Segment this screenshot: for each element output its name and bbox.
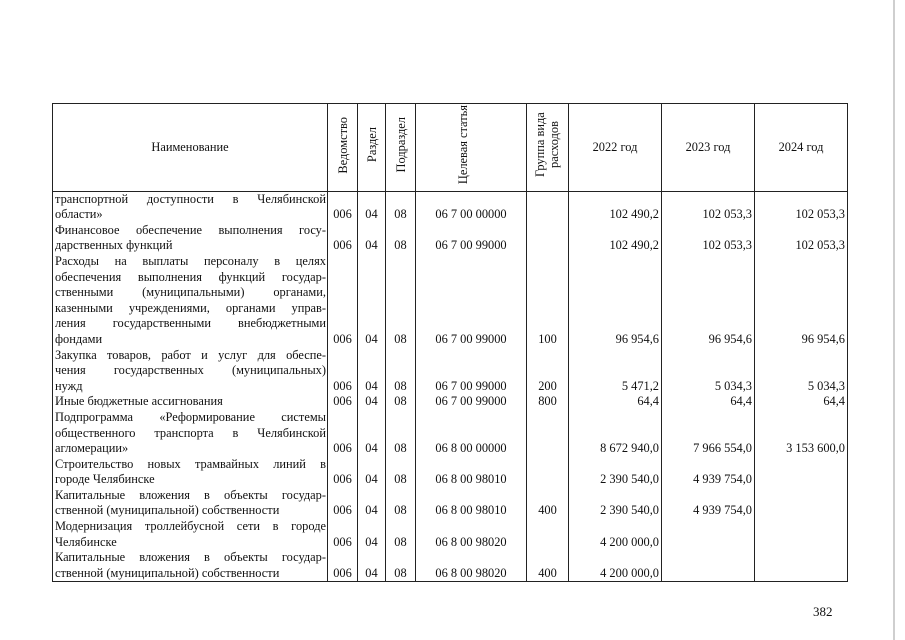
row-value-2023: 102 053,3 — [662, 191, 755, 223]
row-name-line: ления государственными внебюджетными — [55, 316, 326, 331]
row-value-2023: 4 939 754,0 — [662, 457, 755, 488]
table-row — [53, 348, 848, 395]
row-podrazdel: 08 — [386, 394, 416, 410]
row-value-2022: 96 954,6 — [569, 254, 662, 348]
row-celevaya: 06 7 00 99000 — [416, 254, 527, 348]
row-gruppa — [527, 457, 569, 488]
header-vedomstvo — [328, 104, 358, 192]
row-celevaya: 06 7 00 99000 — [416, 394, 527, 410]
row-name-line: общественного транспорта в Челябинской — [55, 425, 326, 440]
header-razdel-label: Раздел — [364, 127, 379, 163]
header-podrazdel — [386, 104, 416, 192]
row-name-line: чения государственных (муниципальных) — [55, 363, 326, 378]
row-value-2023: 5 034,3 — [662, 348, 755, 395]
row-value-2023 — [662, 550, 755, 582]
row-value-2022: 5 471,2 — [569, 348, 662, 395]
row-name-line: Капитальные вложения в объекты государ- — [55, 550, 326, 565]
row-celevaya: 06 7 00 00000 — [416, 191, 527, 223]
row-value-2022: 2 390 540,0 — [569, 457, 662, 488]
row-name-cell — [53, 550, 328, 582]
row-gruppa: 800 — [527, 394, 569, 410]
row-celevaya: 06 7 00 99000 — [416, 223, 527, 254]
row-value-2022: 8 672 940,0 — [569, 410, 662, 457]
row-podrazdel: 08 — [386, 191, 416, 223]
row-podrazdel: 08 — [386, 254, 416, 348]
row-value-2022: 102 490,2 — [569, 191, 662, 223]
row-razdel: 04 — [358, 410, 386, 457]
row-name-line: обеспечения выполнения функций государ- — [55, 269, 326, 284]
row-name-line: фондами — [55, 331, 103, 346]
row-name-line: области» — [55, 207, 103, 222]
table-row — [53, 254, 848, 348]
header-podrazdel-label: Подраздел — [393, 117, 408, 173]
row-gruppa — [527, 410, 569, 457]
row-name-cell — [53, 223, 328, 254]
row-value-2023: 102 053,3 — [662, 223, 755, 254]
row-celevaya: 06 8 00 00000 — [416, 410, 527, 457]
row-podrazdel: 08 — [386, 519, 416, 550]
row-podrazdel: 08 — [386, 550, 416, 582]
row-gruppa: 400 — [527, 488, 569, 519]
table-row — [53, 550, 848, 582]
row-value-2024 — [755, 519, 848, 550]
row-name-cell — [53, 519, 328, 550]
row-podrazdel: 08 — [386, 457, 416, 488]
row-name-line: Закупка товаров, работ и услуг для обеспе- — [55, 347, 326, 362]
row-value-2022: 2 390 540,0 — [569, 488, 662, 519]
row-podrazdel: 08 — [386, 410, 416, 457]
header-gruppa — [527, 104, 569, 192]
row-razdel: 04 — [358, 550, 386, 582]
row-celevaya: 06 8 00 98020 — [416, 550, 527, 582]
row-gruppa — [527, 191, 569, 223]
header-2024: 2024 год — [755, 104, 848, 192]
row-name-cell — [53, 191, 328, 223]
row-vedomstvo: 006 — [328, 457, 358, 488]
row-gruppa — [527, 223, 569, 254]
row-vedomstvo: 006 — [328, 223, 358, 254]
table-row — [53, 457, 848, 488]
row-razdel: 04 — [358, 223, 386, 254]
row-name-line: ственными (муниципальными) органами, — [55, 285, 326, 300]
header-2023: 2023 год — [662, 104, 755, 192]
row-razdel: 04 — [358, 191, 386, 223]
row-value-2024 — [755, 457, 848, 488]
header-name: Наименование — [53, 104, 328, 192]
row-value-2024: 3 153 600,0 — [755, 410, 848, 457]
row-gruppa: 400 — [527, 550, 569, 582]
row-name-line: городе Челябинске — [55, 472, 155, 487]
row-vedomstvo: 006 — [328, 488, 358, 519]
row-name-line: дарственных функций — [55, 238, 173, 253]
header-vedomstvo-label: Ведомство — [335, 116, 350, 174]
row-name-line: агломерации» — [55, 441, 129, 456]
row-razdel: 04 — [358, 348, 386, 395]
table-row — [53, 519, 848, 550]
row-value-2022: 64,4 — [569, 394, 662, 410]
row-value-2024: 64,4 — [755, 394, 848, 410]
table-header-row — [53, 104, 848, 192]
row-value-2023: 96 954,6 — [662, 254, 755, 348]
row-podrazdel: 08 — [386, 488, 416, 519]
row-razdel: 04 — [358, 457, 386, 488]
table-row — [53, 488, 848, 519]
table-row — [53, 394, 848, 410]
row-value-2023: 64,4 — [662, 394, 755, 410]
row-name-line: ственной (муниципальной) собственности — [55, 503, 280, 518]
row-value-2023 — [662, 519, 755, 550]
row-name-line: Строительство новых трамвайных линий в — [55, 456, 326, 471]
row-razdel: 04 — [358, 394, 386, 410]
row-name-line: ственной (муниципальной) собственности — [55, 565, 280, 580]
row-name-line: казенными учреждениями, органами управ- — [55, 300, 326, 315]
row-name-line: Расходы на выплаты персоналу в целях — [55, 253, 326, 268]
row-razdel: 04 — [358, 519, 386, 550]
header-celevaya — [416, 104, 527, 192]
row-podrazdel: 08 — [386, 223, 416, 254]
row-value-2024: 5 034,3 — [755, 348, 848, 395]
row-vedomstvo: 006 — [328, 394, 358, 410]
row-vedomstvo: 006 — [328, 550, 358, 582]
row-vedomstvo: 006 — [328, 191, 358, 223]
row-vedomstvo: 006 — [328, 348, 358, 395]
table-row — [53, 410, 848, 457]
row-name-line: Подпрограмма «Реформирование системы — [55, 409, 326, 424]
page-number: 382 — [813, 604, 833, 619]
row-razdel: 04 — [358, 488, 386, 519]
row-name-cell — [53, 394, 328, 410]
row-name-line: нужд — [55, 378, 83, 393]
row-value-2022: 4 200 000,0 — [569, 519, 662, 550]
row-podrazdel: 08 — [386, 348, 416, 395]
row-name-line: Челябинске — [55, 534, 117, 549]
row-value-2024: 102 053,3 — [755, 191, 848, 223]
row-celevaya: 06 8 00 98010 — [416, 488, 527, 519]
row-name-cell — [53, 488, 328, 519]
row-vedomstvo: 006 — [328, 254, 358, 348]
row-value-2023: 4 939 754,0 — [662, 488, 755, 519]
header-celevaya-label: Целевая статья — [456, 105, 470, 185]
row-razdel: 04 — [358, 254, 386, 348]
row-name-cell — [53, 348, 328, 395]
table-row — [53, 191, 848, 223]
row-value-2022: 102 490,2 — [569, 223, 662, 254]
row-celevaya: 06 8 00 98020 — [416, 519, 527, 550]
row-name-cell — [53, 457, 328, 488]
row-value-2022: 4 200 000,0 — [569, 550, 662, 582]
row-name-line: Финансовое обеспечение выполнения госу- — [55, 222, 326, 237]
row-value-2024: 96 954,6 — [755, 254, 848, 348]
row-celevaya: 06 7 00 99000 — [416, 348, 527, 395]
table-row — [53, 223, 848, 254]
row-name-cell — [53, 254, 328, 348]
row-value-2023: 7 966 554,0 — [662, 410, 755, 457]
row-value-2024 — [755, 550, 848, 582]
row-gruppa — [527, 519, 569, 550]
row-vedomstvo: 006 — [328, 519, 358, 550]
row-value-2024 — [755, 488, 848, 519]
page-edge — [893, 0, 895, 640]
header-2022: 2022 год — [569, 104, 662, 192]
row-name-line: Модернизация троллейбусной сети в городе — [55, 519, 326, 534]
row-name-cell — [53, 410, 328, 457]
budget-table — [52, 103, 848, 582]
row-vedomstvo: 006 — [328, 410, 358, 457]
header-razdel — [358, 104, 386, 192]
row-gruppa: 200 — [527, 348, 569, 395]
row-value-2024: 102 053,3 — [755, 223, 848, 254]
row-name-line: транспортной доступности в Челябинской — [55, 191, 326, 206]
row-celevaya: 06 8 00 98010 — [416, 457, 527, 488]
row-gruppa: 100 — [527, 254, 569, 348]
header-gruppa-label: Группа вида расходов — [532, 112, 561, 178]
table-body — [53, 191, 848, 582]
row-name-line: Иные бюджетные ассигнования — [55, 394, 223, 409]
row-name-line: Капитальные вложения в объекты государ- — [55, 487, 326, 502]
